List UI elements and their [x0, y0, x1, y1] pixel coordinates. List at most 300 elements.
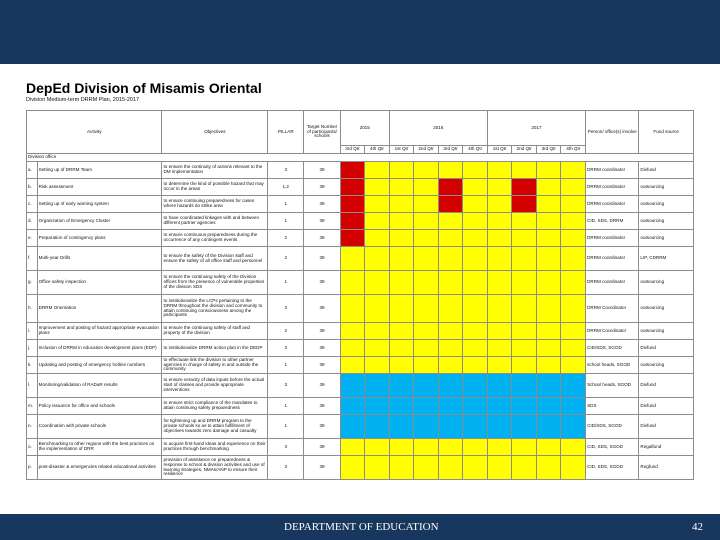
- schedule-cell: [561, 415, 586, 439]
- row-number: d.: [27, 213, 38, 230]
- objective-cell: to ensure the safety of the Division staff and ensure the safety of all office staff and personnel: [162, 247, 268, 271]
- table-row: [27, 196, 694, 213]
- pillar-cell: 2: [268, 230, 304, 247]
- page-number: 42: [692, 521, 703, 533]
- schedule-cell: [414, 179, 439, 196]
- plan-table-body: [27, 154, 694, 480]
- schedule-cell: [365, 357, 390, 374]
- schedule-cell: [438, 179, 463, 196]
- schedule-cell: [561, 196, 586, 213]
- schedule-cell: [414, 213, 439, 230]
- schedule-cell: [340, 213, 365, 230]
- schedule-cell: [536, 398, 561, 415]
- schedule-cell: [487, 295, 512, 323]
- schedule-cell: [365, 230, 390, 247]
- plan-table-wrapper: [26, 110, 694, 480]
- person-cell: School heads, SGOD: [586, 374, 639, 398]
- schedule-cell: [389, 374, 414, 398]
- table-row: [27, 247, 694, 271]
- header-quarter: 3rd Qtr: [536, 146, 561, 154]
- slide-title: DepEd Division of Misamis Oriental: [26, 80, 262, 96]
- schedule-cell: [536, 456, 561, 480]
- fund-cell: Regfund: [639, 456, 694, 480]
- objective-cell: to ensure continuing preparedness for cases where hazards do strike area: [162, 196, 268, 213]
- table-row: [27, 357, 694, 374]
- fund-cell: LIP, CDRRM: [639, 247, 694, 271]
- row-number: c.: [27, 196, 38, 213]
- schedule-cell: [487, 323, 512, 340]
- schedule-cell: [340, 357, 365, 374]
- schedule-cell: [463, 295, 488, 323]
- header-target: Target Number of participants/ schools: [304, 111, 340, 154]
- schedule-cell: [365, 247, 390, 271]
- target-cell: 39: [304, 247, 340, 271]
- schedule-cell: [561, 179, 586, 196]
- schedule-cell: [438, 162, 463, 179]
- person-cell: SDS: [586, 398, 639, 415]
- table-row: [27, 213, 694, 230]
- schedule-cell: [512, 374, 537, 398]
- schedule-cell: [340, 247, 365, 271]
- schedule-cell: [365, 196, 390, 213]
- schedule-cell: [414, 230, 439, 247]
- schedule-cell: [463, 415, 488, 439]
- pillar-cell: 3: [268, 439, 304, 456]
- pillar-cell: 3: [268, 456, 304, 480]
- schedule-cell: [389, 271, 414, 295]
- activity-cell: Risk assessment: [37, 179, 162, 196]
- schedule-cell: [536, 374, 561, 398]
- schedule-cell: [463, 374, 488, 398]
- schedule-cell: [487, 247, 512, 271]
- schedule-cell: [414, 295, 439, 323]
- schedule-cell: [438, 398, 463, 415]
- schedule-cell: [512, 179, 537, 196]
- header-pillar: PILLAR: [268, 111, 304, 154]
- fund-cell: outsourcing: [639, 196, 694, 213]
- objective-cell: for tightening up and DRRM program to the private schools so as to attain fulfillment of objectives towards zero damage and casualty: [162, 415, 268, 439]
- schedule-cell: [536, 213, 561, 230]
- schedule-cell: [365, 374, 390, 398]
- table-row: [27, 456, 694, 480]
- table-row: [27, 340, 694, 357]
- schedule-cell: [512, 323, 537, 340]
- header-person: Person/ office(s) involve: [586, 111, 639, 154]
- schedule-cell: [340, 230, 365, 247]
- schedule-cell: [414, 162, 439, 179]
- activity-cell: Setting up of early warning system: [37, 196, 162, 213]
- header-quarter: 2nd Qtr: [414, 146, 439, 154]
- target-cell: 39: [304, 340, 340, 357]
- table-row: [27, 398, 694, 415]
- schedule-cell: [389, 439, 414, 456]
- pillar-cell: 1: [268, 398, 304, 415]
- activity-cell: Preparation of contingency plans: [37, 230, 162, 247]
- objective-cell: to ensure the continuity of actions relevant to the DM implementation: [162, 162, 268, 179]
- schedule-cell: [561, 374, 586, 398]
- target-cell: 39: [304, 230, 340, 247]
- header-quarter: 3rd Qtr: [438, 146, 463, 154]
- schedule-cell: [365, 415, 390, 439]
- schedule-cell: [438, 456, 463, 480]
- schedule-cell: [340, 196, 365, 213]
- header-activity: Activity: [27, 111, 162, 154]
- fund-cell: Divfund: [639, 415, 694, 439]
- fund-cell: outsourcing: [639, 271, 694, 295]
- schedule-cell: [340, 340, 365, 357]
- footer-bar: [0, 514, 720, 540]
- schedule-cell: [512, 295, 537, 323]
- activity-cell: post-disaster & emergencies related educational activities: [37, 456, 162, 480]
- table-row: [27, 162, 694, 179]
- schedule-cell: [438, 323, 463, 340]
- schedule-cell: [389, 295, 414, 323]
- schedule-cell: [512, 398, 537, 415]
- slide-subtitle: Division Medium-term DRRM Plan, 2015-2017: [26, 97, 140, 103]
- pillar-cell: 1: [268, 196, 304, 213]
- pillar-cell: 1: [268, 271, 304, 295]
- person-cell: DRRM Coordinator: [586, 323, 639, 340]
- objective-cell: to ensure strict compliance of the mandates to attain continuing safety preparedness: [162, 398, 268, 415]
- activity-cell: Coordination with private schools: [37, 415, 162, 439]
- objective-cell: to determine the kind of possible hazard that may occur in the areas: [162, 179, 268, 196]
- person-cell: CID, SDS, DRRM: [586, 213, 639, 230]
- objective-cell: to ensure the continuing safety of the Division offices from the presence of vulnerable properties of the division SDS: [162, 271, 268, 295]
- person-cell: CID, SDS, SGOD: [586, 456, 639, 480]
- schedule-cell: [365, 162, 390, 179]
- schedule-cell: [561, 162, 586, 179]
- footer-text: DEPARTMENT OF EDUCATION: [284, 521, 439, 533]
- table-row: [27, 271, 694, 295]
- schedule-cell: [463, 162, 488, 179]
- row-number: p.: [27, 456, 38, 480]
- person-cell: CID, SDS, SGOD: [586, 439, 639, 456]
- header-quarter: 1st Qtr: [487, 146, 512, 154]
- table-row: [27, 295, 694, 323]
- activity-cell: Multi-year Drills: [37, 247, 162, 271]
- schedule-cell: [365, 340, 390, 357]
- schedule-cell: [512, 456, 537, 480]
- table-row: [27, 439, 694, 456]
- schedule-cell: [414, 196, 439, 213]
- schedule-cell: [414, 247, 439, 271]
- activity-cell: Organization of Emergency Cluster: [37, 213, 162, 230]
- schedule-cell: [389, 357, 414, 374]
- fund-cell: outsourcing: [639, 213, 694, 230]
- schedule-cell: [512, 162, 537, 179]
- schedule-cell: [512, 439, 537, 456]
- schedule-cell: [389, 230, 414, 247]
- section-label: Division office: [27, 154, 694, 162]
- header-year-2016: 2016: [389, 111, 487, 146]
- header-year-2017: 2017: [487, 111, 585, 146]
- schedule-cell: [438, 340, 463, 357]
- header-year-2015: 2015: [340, 111, 389, 146]
- row-number: o.: [27, 439, 38, 456]
- schedule-cell: [536, 247, 561, 271]
- row-number: n.: [27, 415, 38, 439]
- objective-cell: to institutionalize the LCPs pertaining to the DRRM throughout the division and community to attain continuing consciousness among the participants: [162, 295, 268, 323]
- fund-cell: outsourcing: [639, 295, 694, 323]
- schedule-cell: [414, 415, 439, 439]
- fund-cell: Divfund: [639, 162, 694, 179]
- schedule-cell: [340, 398, 365, 415]
- schedule-cell: [512, 357, 537, 374]
- pillar-cell: 1: [268, 213, 304, 230]
- fund-cell: outsourcing: [639, 230, 694, 247]
- schedule-cell: [340, 295, 365, 323]
- schedule-cell: [561, 295, 586, 323]
- schedule-cell: [365, 271, 390, 295]
- target-cell: 39: [304, 196, 340, 213]
- header-quarter: 2nd Qtr: [512, 146, 537, 154]
- schedule-cell: [512, 271, 537, 295]
- schedule-cell: [487, 398, 512, 415]
- person-cell: DRRM coordinator: [586, 247, 639, 271]
- target-cell: 39: [304, 271, 340, 295]
- fund-cell: Regalfund: [639, 439, 694, 456]
- schedule-cell: [389, 456, 414, 480]
- fund-cell: Divfund: [639, 374, 694, 398]
- objective-cell: to effectuate link the division to other partner agencies in charge of safety in and outside the community: [162, 357, 268, 374]
- schedule-cell: [463, 230, 488, 247]
- schedule-cell: [487, 213, 512, 230]
- schedule-cell: [463, 357, 488, 374]
- fund-cell: Divfund: [639, 398, 694, 415]
- activity-cell: Setting up of DRRM Team: [37, 162, 162, 179]
- person-cell: CID/SDS, SGOD: [586, 415, 639, 439]
- table-row: [27, 323, 694, 340]
- schedule-cell: [340, 439, 365, 456]
- schedule-cell: [438, 196, 463, 213]
- schedule-cell: [487, 230, 512, 247]
- target-cell: 39: [304, 398, 340, 415]
- schedule-cell: [487, 374, 512, 398]
- schedule-cell: [487, 196, 512, 213]
- pillar-cell: 2: [268, 247, 304, 271]
- pillar-cell: 3: [268, 374, 304, 398]
- schedule-cell: [487, 179, 512, 196]
- schedule-cell: [340, 415, 365, 439]
- schedule-cell: [561, 340, 586, 357]
- schedule-cell: [487, 456, 512, 480]
- target-cell: 39: [304, 162, 340, 179]
- schedule-cell: [463, 196, 488, 213]
- schedule-cell: [561, 247, 586, 271]
- activity-cell: Benchmarking to other regions with the best practices on the implementation of DRR: [37, 439, 162, 456]
- person-cell: DRRM Coordinator: [586, 295, 639, 323]
- schedule-cell: [414, 340, 439, 357]
- schedule-cell: [340, 179, 365, 196]
- header-quarter: 4th Qtr: [463, 146, 488, 154]
- row-number: g.: [27, 271, 38, 295]
- person-cell: DRRM coordinator: [586, 179, 639, 196]
- table-row: [27, 415, 694, 439]
- header-quarter: 4th Qtr: [365, 146, 390, 154]
- schedule-cell: [536, 415, 561, 439]
- schedule-cell: [463, 179, 488, 196]
- schedule-cell: [512, 247, 537, 271]
- activity-cell: Policy issuance for office and schools: [37, 398, 162, 415]
- schedule-cell: [438, 247, 463, 271]
- schedule-cell: [536, 357, 561, 374]
- header-objectives: Objectives: [162, 111, 268, 154]
- schedule-cell: [536, 230, 561, 247]
- schedule-cell: [438, 439, 463, 456]
- schedule-cell: [365, 295, 390, 323]
- schedule-cell: [512, 213, 537, 230]
- row-number: f.: [27, 247, 38, 271]
- schedule-cell: [340, 162, 365, 179]
- schedule-cell: [561, 323, 586, 340]
- pillar-cell: 2: [268, 323, 304, 340]
- pillar-cell: 3: [268, 340, 304, 357]
- schedule-cell: [561, 213, 586, 230]
- schedule-cell: [414, 439, 439, 456]
- header-quarter: 3rd Qtr: [340, 146, 365, 154]
- header-quarter: 4th Qtr: [561, 146, 586, 154]
- schedule-cell: [561, 456, 586, 480]
- schedule-cell: [414, 357, 439, 374]
- schedule-cell: [414, 323, 439, 340]
- schedule-cell: [463, 398, 488, 415]
- person-cell: DRRM coordinator: [586, 271, 639, 295]
- schedule-cell: [536, 439, 561, 456]
- person-cell: DRRM coordinator: [586, 162, 639, 179]
- target-cell: 39: [304, 295, 340, 323]
- section-row: [27, 154, 694, 162]
- schedule-cell: [536, 162, 561, 179]
- schedule-cell: [536, 196, 561, 213]
- schedule-cell: [365, 213, 390, 230]
- schedule-cell: [512, 230, 537, 247]
- schedule-cell: [365, 179, 390, 196]
- schedule-cell: [389, 196, 414, 213]
- schedule-cell: [561, 357, 586, 374]
- schedule-cell: [463, 271, 488, 295]
- table-row: [27, 179, 694, 196]
- schedule-cell: [536, 179, 561, 196]
- person-cell: CID/SDS, SGOD: [586, 340, 639, 357]
- schedule-cell: [536, 323, 561, 340]
- fund-cell: Divfund: [639, 340, 694, 357]
- schedule-cell: [340, 456, 365, 480]
- schedule-cell: [487, 340, 512, 357]
- schedule-cell: [340, 271, 365, 295]
- schedule-cell: [438, 357, 463, 374]
- activity-cell: DRRM Orientation: [37, 295, 162, 323]
- target-cell: 39: [304, 213, 340, 230]
- schedule-cell: [365, 456, 390, 480]
- schedule-cell: [487, 162, 512, 179]
- schedule-cell: [561, 398, 586, 415]
- row-number: a.: [27, 162, 38, 179]
- schedule-cell: [438, 271, 463, 295]
- schedule-cell: [487, 439, 512, 456]
- schedule-cell: [438, 230, 463, 247]
- activity-cell: Improvement and posting of hazard appropriate evacuation plans: [37, 323, 162, 340]
- schedule-cell: [340, 323, 365, 340]
- table-row: [27, 230, 694, 247]
- schedule-cell: [414, 271, 439, 295]
- schedule-cell: [463, 439, 488, 456]
- objective-cell: to ensure continuous preparedness during the occurrence of any contingent events: [162, 230, 268, 247]
- schedule-cell: [389, 398, 414, 415]
- target-cell: 39: [304, 179, 340, 196]
- schedule-cell: [487, 415, 512, 439]
- drrm-plan-table: [26, 110, 694, 480]
- activity-cell: Inclusion of DRRM in education development plans (EDP): [37, 340, 162, 357]
- schedule-cell: [414, 398, 439, 415]
- pillar-cell: 1: [268, 357, 304, 374]
- schedule-cell: [512, 415, 537, 439]
- activity-cell: Monitoring/validation of RADaR results: [37, 374, 162, 398]
- target-cell: 39: [304, 439, 340, 456]
- pillar-cell: 3: [268, 162, 304, 179]
- schedule-cell: [389, 323, 414, 340]
- row-number: i.: [27, 323, 38, 340]
- fund-cell: outsourcing: [639, 357, 694, 374]
- schedule-cell: [463, 340, 488, 357]
- target-cell: 39: [304, 323, 340, 340]
- schedule-cell: [536, 340, 561, 357]
- schedule-cell: [365, 323, 390, 340]
- pillar-cell: 1: [268, 415, 304, 439]
- row-number: l.: [27, 374, 38, 398]
- fund-cell: outsourcing: [639, 323, 694, 340]
- table-row: [27, 374, 694, 398]
- objective-cell: to acquire first-hand ideas and experience on their practices through benchmarking: [162, 439, 268, 456]
- fund-cell: outsourcing: [639, 179, 694, 196]
- schedule-cell: [389, 247, 414, 271]
- schedule-cell: [438, 213, 463, 230]
- schedule-cell: [389, 162, 414, 179]
- person-cell: DRRM coordinator: [586, 196, 639, 213]
- objective-cell: provision of assistance on preparedness & response to school & division activities and use of learning strategies, NMAs/ANP to ensure their resilience: [162, 456, 268, 480]
- schedule-cell: [414, 374, 439, 398]
- target-cell: 39: [304, 374, 340, 398]
- row-number: e.: [27, 230, 38, 247]
- schedule-cell: [414, 456, 439, 480]
- schedule-cell: [389, 179, 414, 196]
- schedule-cell: [487, 357, 512, 374]
- schedule-cell: [561, 271, 586, 295]
- header-quarter: 1st Qtr: [389, 146, 414, 154]
- objective-cell: to institutionalize DRRM action plan in the DEDP: [162, 340, 268, 357]
- schedule-cell: [365, 439, 390, 456]
- schedule-cell: [340, 374, 365, 398]
- schedule-cell: [365, 398, 390, 415]
- schedule-cell: [536, 271, 561, 295]
- target-cell: 39: [304, 456, 340, 480]
- schedule-cell: [438, 295, 463, 323]
- pillar-cell: 1,2: [268, 179, 304, 196]
- activity-cell: Updating and posting of emergency hotline numbers: [37, 357, 162, 374]
- objective-cell: to ensure the continuing safety of staff and property of the division: [162, 323, 268, 340]
- row-number: j.: [27, 340, 38, 357]
- person-cell: DRRM coordinator: [586, 230, 639, 247]
- schedule-cell: [463, 213, 488, 230]
- pillar-cell: 3: [268, 295, 304, 323]
- schedule-cell: [463, 456, 488, 480]
- schedule-cell: [536, 295, 561, 323]
- person-cell: school heads, SGOD: [586, 357, 639, 374]
- schedule-cell: [487, 271, 512, 295]
- row-number: m.: [27, 398, 38, 415]
- schedule-cell: [438, 374, 463, 398]
- schedule-cell: [561, 439, 586, 456]
- schedule-cell: [512, 340, 537, 357]
